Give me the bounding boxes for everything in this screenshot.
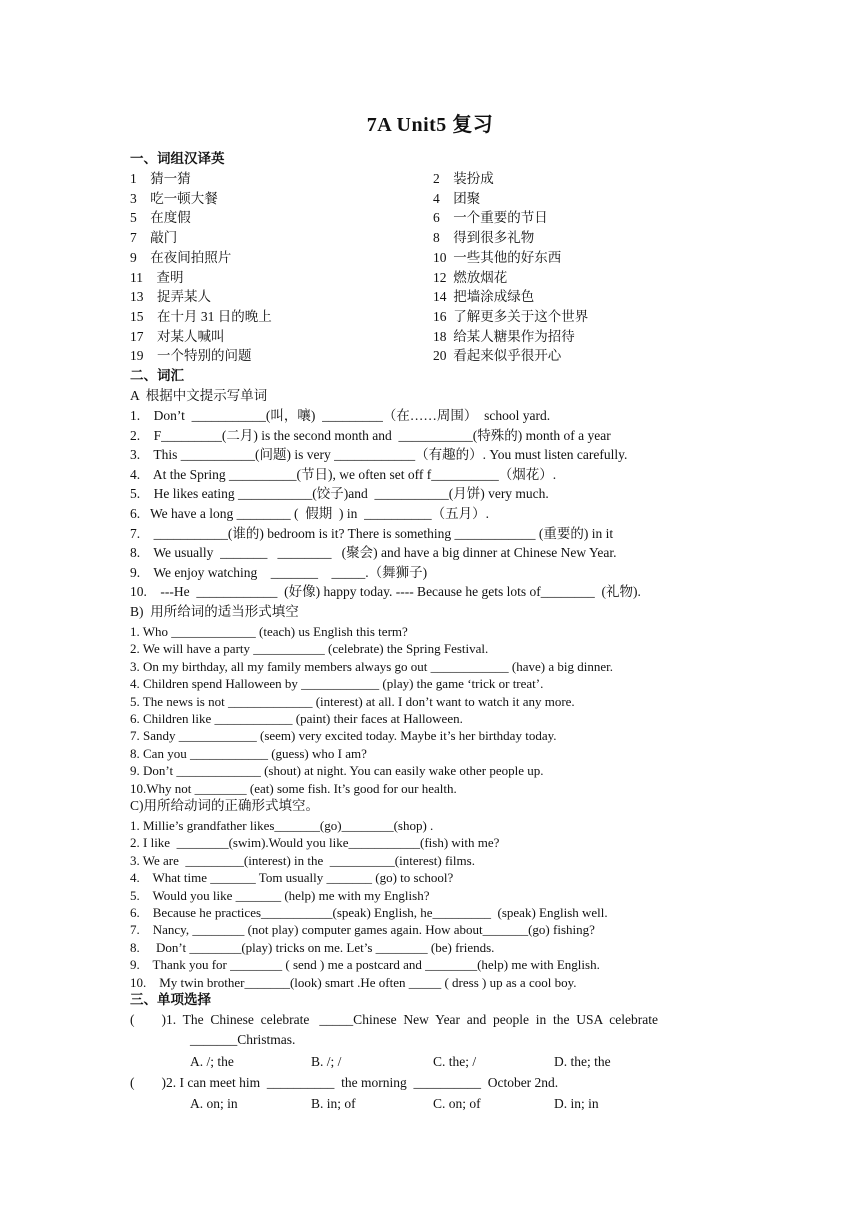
exercise-item: 9. We enjoy watching _______ _____.（舞狮子)	[130, 564, 428, 580]
phrase-item: 18 给某人糖果作为招待	[433, 328, 575, 344]
phrase-item: 3 吃一顿大餐	[130, 190, 218, 206]
q1-option-c: C. the; /	[433, 1054, 477, 1069]
exercise-item: 6. We have a long ________ ( 假期 ) in __________（五月）.	[130, 506, 490, 521]
exercise-item: 4. Children spend Halloween by ____________ (play) the game ‘trick or treat’.	[130, 676, 544, 692]
phrase-item: 19 一个特别的问题	[130, 348, 252, 364]
section1-heading: 一、词组汉译英	[130, 151, 225, 166]
phrase-item: 14 把墙涂成绿色	[433, 289, 535, 305]
exercise-item: 10.Why not ________ (eat) some fish. It’s good for our health.	[130, 780, 457, 796]
exercise-item: 10. ---He ____________ (好像) happy today. ---- Because he gets lots of________ (礼物).	[130, 584, 641, 600]
q2-option-d: D. in; in	[554, 1096, 599, 1111]
q1-option-d: D. the; the	[554, 1054, 611, 1069]
exercise-item: 2. I like ________(swim).Would you like___________(fish) with me?	[130, 835, 500, 851]
phrase-item: 13 捉弄某人	[130, 289, 211, 305]
phrase-item: 2 装扮成	[433, 171, 494, 186]
phrase-item: 11 查明	[130, 269, 184, 285]
phrase-item: 16 了解更多关于这个世界	[433, 308, 589, 324]
part-c-heading: C)用所给动词的正确形式填空。	[130, 798, 319, 813]
exercise-item: 1. Who _____________ (teach) us English this term?	[130, 624, 408, 639]
phrase-item: 12 燃放烟花	[433, 269, 508, 285]
question-2-stem: ( )2. I can meet him __________ the morning __________ October 2nd.	[130, 1075, 559, 1090]
exercise-item: 6. Because he practices___________(speak) English, he_________ (speak) English well.	[130, 905, 608, 920]
q2-option-a: A. on; in	[190, 1096, 238, 1111]
section3-heading: 三、单项选择	[130, 992, 211, 1007]
exercise-item: 7. Nancy, ________ (not play) computer games again. How about_______(go) fishing?	[130, 922, 595, 938]
phrase-item: 9 在夜间拍照片	[130, 249, 232, 265]
phrase-item: 6 一个重要的节日	[433, 210, 548, 226]
q2-option-b: B. in; of	[311, 1096, 356, 1111]
exercise-item: 1. Millie’s grandfather likes_______(go)________(shop) .	[130, 818, 434, 833]
exercise-item: 2. We will have a party ___________ (celebrate) the Spring Festival.	[130, 641, 489, 657]
exercise-item: 5. Would you like _______ (help) me with my English?	[130, 887, 430, 903]
phrase-item: 15 在十月 31 日的晚上	[130, 308, 272, 324]
part-a-heading: A 根据中文提示写单词	[130, 388, 268, 403]
exercise-item: 7. ___________(谁的) bedroom is it? There is something ____________ (重要的) in it	[130, 525, 614, 541]
section2-heading: 二、词汇	[130, 368, 184, 383]
phrase-item: 7 敲门	[130, 230, 178, 246]
q1-option-a: A. /; the	[190, 1054, 234, 1069]
exercise-item: 5. The news is not _____________ (interest) at all. I don’t want to watch it any more.	[130, 693, 575, 709]
exercise-item: 3. On my birthday, all my family members always go out ____________ (have) a big dinner.	[130, 658, 613, 674]
phrase-item: 5 在度假	[130, 210, 191, 226]
phrase-item: 10 一些其他的好东西	[433, 249, 562, 265]
exercise-item: 4. What time _______ Tom usually _______ (go) to school?	[130, 870, 454, 886]
exercise-item: 3. This ___________(问题) is very ____________（有趣的）. You must listen carefully.	[130, 447, 628, 463]
phrase-item: 4 团聚	[433, 190, 481, 206]
phrase-item: 20 看起来似乎很开心	[433, 348, 562, 364]
exercise-item: 10. My twin brother_______(look) smart .He often _____ ( dress ) up as a cool boy.	[130, 974, 577, 990]
phrase-item: 17 对某人喊叫	[130, 328, 225, 344]
exercise-item: 6. Children like ____________ (paint) their faces at Halloween.	[130, 711, 463, 726]
exercise-item: 8. We usually _______ ________ (聚会) and have a big dinner at Chinese New Year.	[130, 545, 617, 561]
q1-option-b: B. /; /	[311, 1054, 342, 1069]
exercise-item: 8. Can you ____________ (guess) who I am?	[130, 745, 367, 761]
phrase-item: 8 得到很多礼物	[433, 230, 535, 246]
exercise-item: 8. Don’t ________(play) tricks on me. Let’s ________ (be) friends.	[130, 939, 495, 955]
q2-option-c: C. on; of	[433, 1096, 481, 1111]
exercise-item: 7. Sandy ____________ (seem) very excited today. Maybe it’s her birthday today.	[130, 728, 557, 744]
exercise-item: 5. He likes eating ___________(饺子)and ___________(月饼) very much.	[130, 486, 549, 502]
question-1-stem: ( )1. The Chinese celebrate _____Chinese New Year and people in the USA celebrate	[130, 1012, 658, 1027]
question-1-stem-cont: _______Christmas.	[190, 1032, 296, 1047]
phrase-item: 1 猜一猜	[130, 171, 191, 186]
exercise-item: 1. Don’t ___________(叫，嚷) _________（在……周围） school yard.	[130, 408, 551, 423]
exercise-item: 9. Thank you for ________ ( send ) me a postcard and ________(help) me with English.	[130, 957, 600, 973]
exercise-item: 9. Don’t _____________ (shout) at night. You can easily wake other people up.	[130, 763, 544, 779]
part-b-heading: B) 用所给词的适当形式填空	[130, 604, 299, 619]
exercise-item: 2. F_________(二月) is the second month and ___________(特殊的) month of a year	[130, 427, 611, 443]
exercise-item: 3. We are _________(interest) in the __________(interest) films.	[130, 852, 475, 868]
page-title: 7A Unit5 复习	[366, 114, 494, 136]
exercise-item: 4. At the Spring __________(节日), we often set off f__________（烟花）.	[130, 466, 557, 482]
